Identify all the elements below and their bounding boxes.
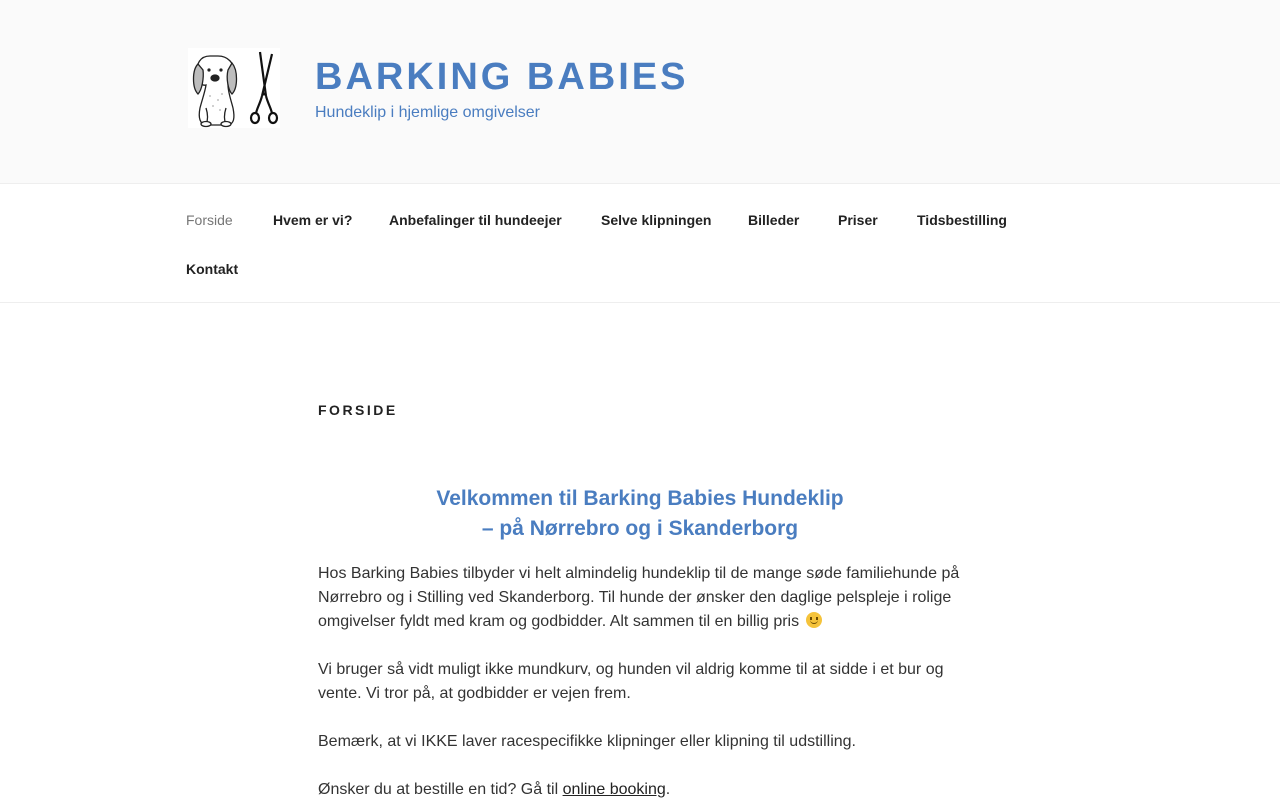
- site-tagline: Hundeklip i hjemlige omgivelser: [315, 104, 540, 121]
- welcome-line-1: Velkommen til Barking Babies Hundeklip: [436, 487, 844, 510]
- dog-and-scissors-logo[interactable]: [188, 48, 280, 128]
- intro-paragraph: [318, 562, 968, 634]
- welcome-line-2: – på Nørrebro og i Skanderborg: [481, 517, 799, 540]
- nav-item-forside[interactable]: Forside: [186, 212, 233, 228]
- nav-item-hvem-er-vi[interactable]: Hvem er vi?: [273, 212, 353, 228]
- booking-text: Ønsker du at bestille en tid? Gå til: [318, 781, 559, 798]
- nav-item-selve-klipningen[interactable]: Selve klipningen: [601, 212, 712, 228]
- nav-item-tidsbestilling[interactable]: Tidsbestilling: [917, 212, 1007, 228]
- main-navigation: [0, 183, 1280, 303]
- page-title: FORSIDE: [318, 402, 398, 418]
- nav-item-kontakt[interactable]: Kontakt: [186, 261, 239, 277]
- online-booking-link[interactable]: online booking: [562, 781, 666, 798]
- nav-item-anbefalinger[interactable]: Anbefalinger til hundeejer: [389, 212, 562, 228]
- nav-item-billeder[interactable]: Billeder: [748, 212, 800, 228]
- booking-period: .: [665, 781, 671, 798]
- muzzle-paragraph: Vi bruger så vidt muligt ikke mundkurv, og hunden vil aldrig komme til at sidde i et bur og vente. Vi tror på, at godbidder er vejen frem.: [318, 661, 944, 702]
- intro-text: Hos Barking Babies tilbyder vi helt almindelig hundeklip til de mange søde familiehunde på Nørrebro og i Stilling ved Skanderborg. Til hunde der ønsker den daglige pelspleje i rolige omgivelser fyldt med kram og godbidder. Alt sammen til en billig pris: [318, 565, 960, 630]
- site-header: [0, 0, 1280, 183]
- notice-paragraph: Bemærk, at vi IKKE laver racespecifikke klipninger eller klipning til udstilling.: [318, 733, 856, 750]
- nav-item-priser[interactable]: Priser: [838, 212, 878, 228]
- slightly-smiling-face-icon: [806, 612, 822, 628]
- site-title[interactable]: BARKING BABIES: [315, 56, 689, 98]
- welcome-heading: [318, 484, 962, 544]
- booking-paragraph: [318, 778, 968, 802]
